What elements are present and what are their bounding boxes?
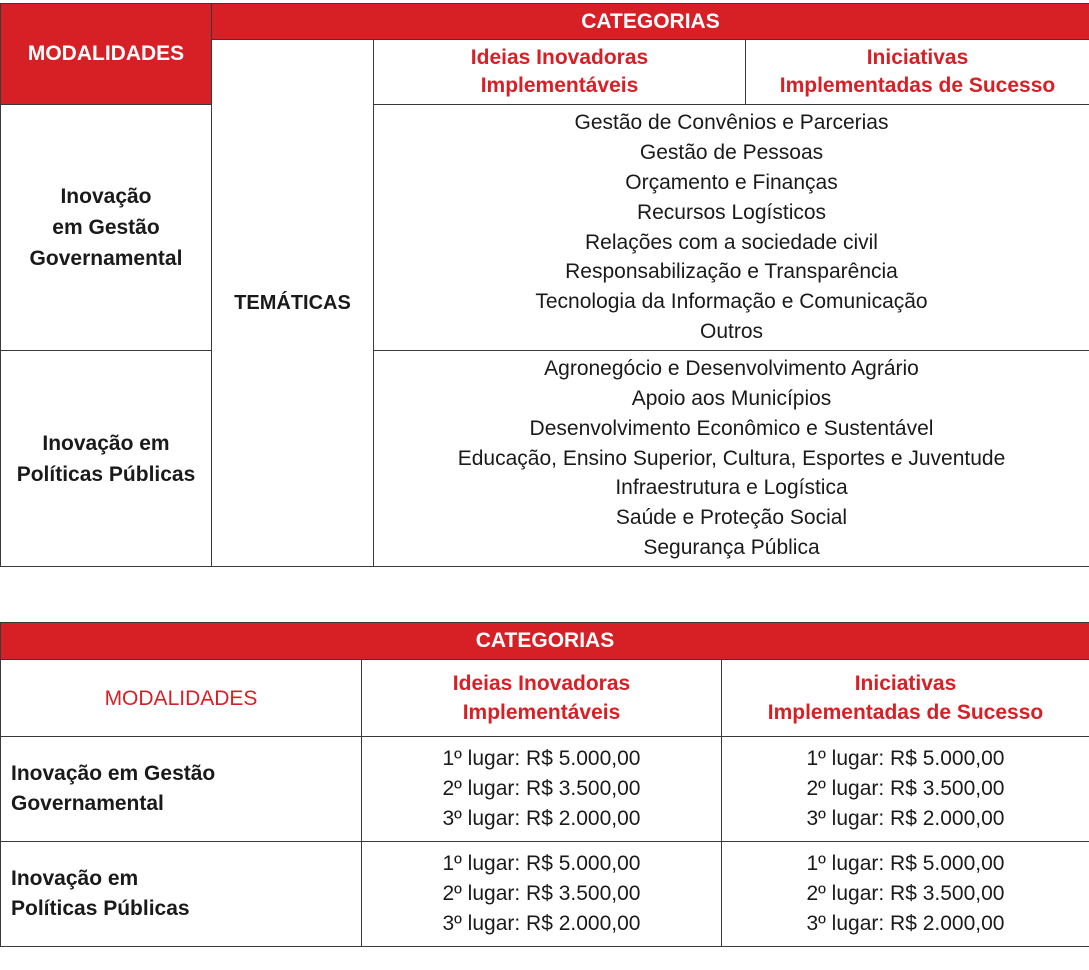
themes-list-politicas	[374, 351, 1089, 567]
prize-line: 2º lugar: R$ 3.500,00	[806, 777, 1005, 800]
categorias-header	[212, 4, 1089, 40]
category-header-iniciativas	[722, 660, 1089, 737]
table-row	[1, 737, 1089, 842]
theme-item: Orçamento e Finanças	[625, 170, 838, 194]
category-line: Implementáveis	[462, 701, 621, 724]
modality-name-line: Governamental	[11, 792, 164, 815]
table-row	[1, 842, 1089, 947]
prize-line: 3º lugar: R$ 2.000,00	[442, 807, 641, 830]
theme-item: Outros	[699, 319, 764, 343]
prize-line: 1º lugar: R$ 5.000,00	[806, 747, 1005, 770]
theme-item: Infraestrutura e Logística	[615, 476, 848, 500]
theme-item: Relações com a sociedade civil	[585, 230, 878, 254]
modalidades-header-text: MODALIDADES	[104, 686, 258, 710]
modality-politicas-publicas	[1, 842, 362, 947]
category-header-iniciativas	[746, 40, 1089, 105]
modality-gestao-governamental	[1, 105, 212, 351]
modality-name-line: em Gestão	[52, 216, 160, 239]
categorias-header	[1, 623, 1089, 660]
category-header-ideias	[362, 660, 722, 737]
categorias-header-text: CATEGORIAS	[581, 9, 720, 33]
themes-list-gestao	[374, 105, 1089, 351]
modality-name-line: Inovação em Gestão	[11, 762, 216, 785]
theme-item: Recursos Logísticos	[636, 200, 827, 224]
modality-name-line: Políticas Públicas	[11, 897, 190, 920]
prize-line: 2º lugar: R$ 3.500,00	[442, 882, 641, 905]
prizes-table	[0, 622, 1089, 947]
theme-item: Desenvolvimento Econômico e Sustentável	[529, 416, 934, 440]
prize-line: 1º lugar: R$ 5.000,00	[442, 852, 641, 875]
theme-item: Apoio aos Municípios	[631, 387, 832, 410]
modality-name-line: Inovação em	[42, 431, 170, 455]
modalidades-header	[1, 660, 362, 737]
prize-line: 2º lugar: R$ 3.500,00	[806, 882, 1005, 905]
prizes-ideias	[362, 737, 722, 842]
category-line: Implementadas de Sucesso	[767, 701, 1044, 724]
tematicas-cell	[212, 40, 374, 567]
prize-line: 1º lugar: R$ 5.000,00	[442, 747, 641, 770]
category-line: Implementadas de Sucesso	[779, 74, 1056, 97]
modality-politicas-publicas	[1, 351, 212, 567]
modality-name-line: Inovação	[60, 185, 152, 208]
category-header-ideias	[374, 40, 746, 105]
theme-item: Saúde e Proteção Social	[615, 506, 848, 530]
modality-name-line: Governamental	[29, 247, 183, 270]
prizes-ideias	[362, 842, 722, 947]
themes-table	[0, 3, 1089, 567]
prize-line: 3º lugar: R$ 2.000,00	[442, 912, 641, 935]
modality-gestao-governamental	[1, 737, 362, 842]
category-line: Implementáveis	[480, 74, 639, 97]
tematicas-label: TEMÁTICAS	[234, 291, 351, 314]
category-line: Ideias Inovadoras	[452, 672, 631, 695]
categorias-header-text: CATEGORIAS	[475, 629, 615, 652]
modalidades-header-text: MODALIDADES	[27, 42, 185, 65]
theme-item: Responsabilização e Transparência	[565, 260, 898, 284]
category-line: Ideias Inovadoras	[470, 46, 649, 69]
prize-line: 2º lugar: R$ 3.500,00	[442, 777, 641, 800]
prize-line: 1º lugar: R$ 5.000,00	[806, 852, 1005, 875]
theme-item: Tecnologia da Informação e Comunicação	[535, 290, 928, 314]
theme-item: Gestão de Pessoas	[639, 141, 824, 165]
theme-item: Educação, Ensino Superior, Cultura, Esportes e Juventude	[457, 446, 1006, 470]
modalidades-header	[1, 4, 212, 105]
theme-item: Segurança Pública	[643, 535, 820, 559]
modality-name-line: Políticas Públicas	[16, 462, 196, 486]
category-line: Iniciativas	[866, 46, 969, 69]
prizes-iniciativas	[722, 842, 1089, 947]
prize-line: 3º lugar: R$ 2.000,00	[806, 912, 1005, 935]
theme-item: Agronegócio e Desenvolvimento Agrário	[544, 357, 919, 381]
theme-item: Gestão de Convênios e Parcerias	[574, 111, 889, 135]
prize-line: 3º lugar: R$ 2.000,00	[806, 807, 1005, 830]
prizes-iniciativas	[722, 737, 1089, 842]
category-line: Iniciativas	[854, 672, 957, 695]
modality-name-line: Inovação em	[11, 867, 139, 890]
